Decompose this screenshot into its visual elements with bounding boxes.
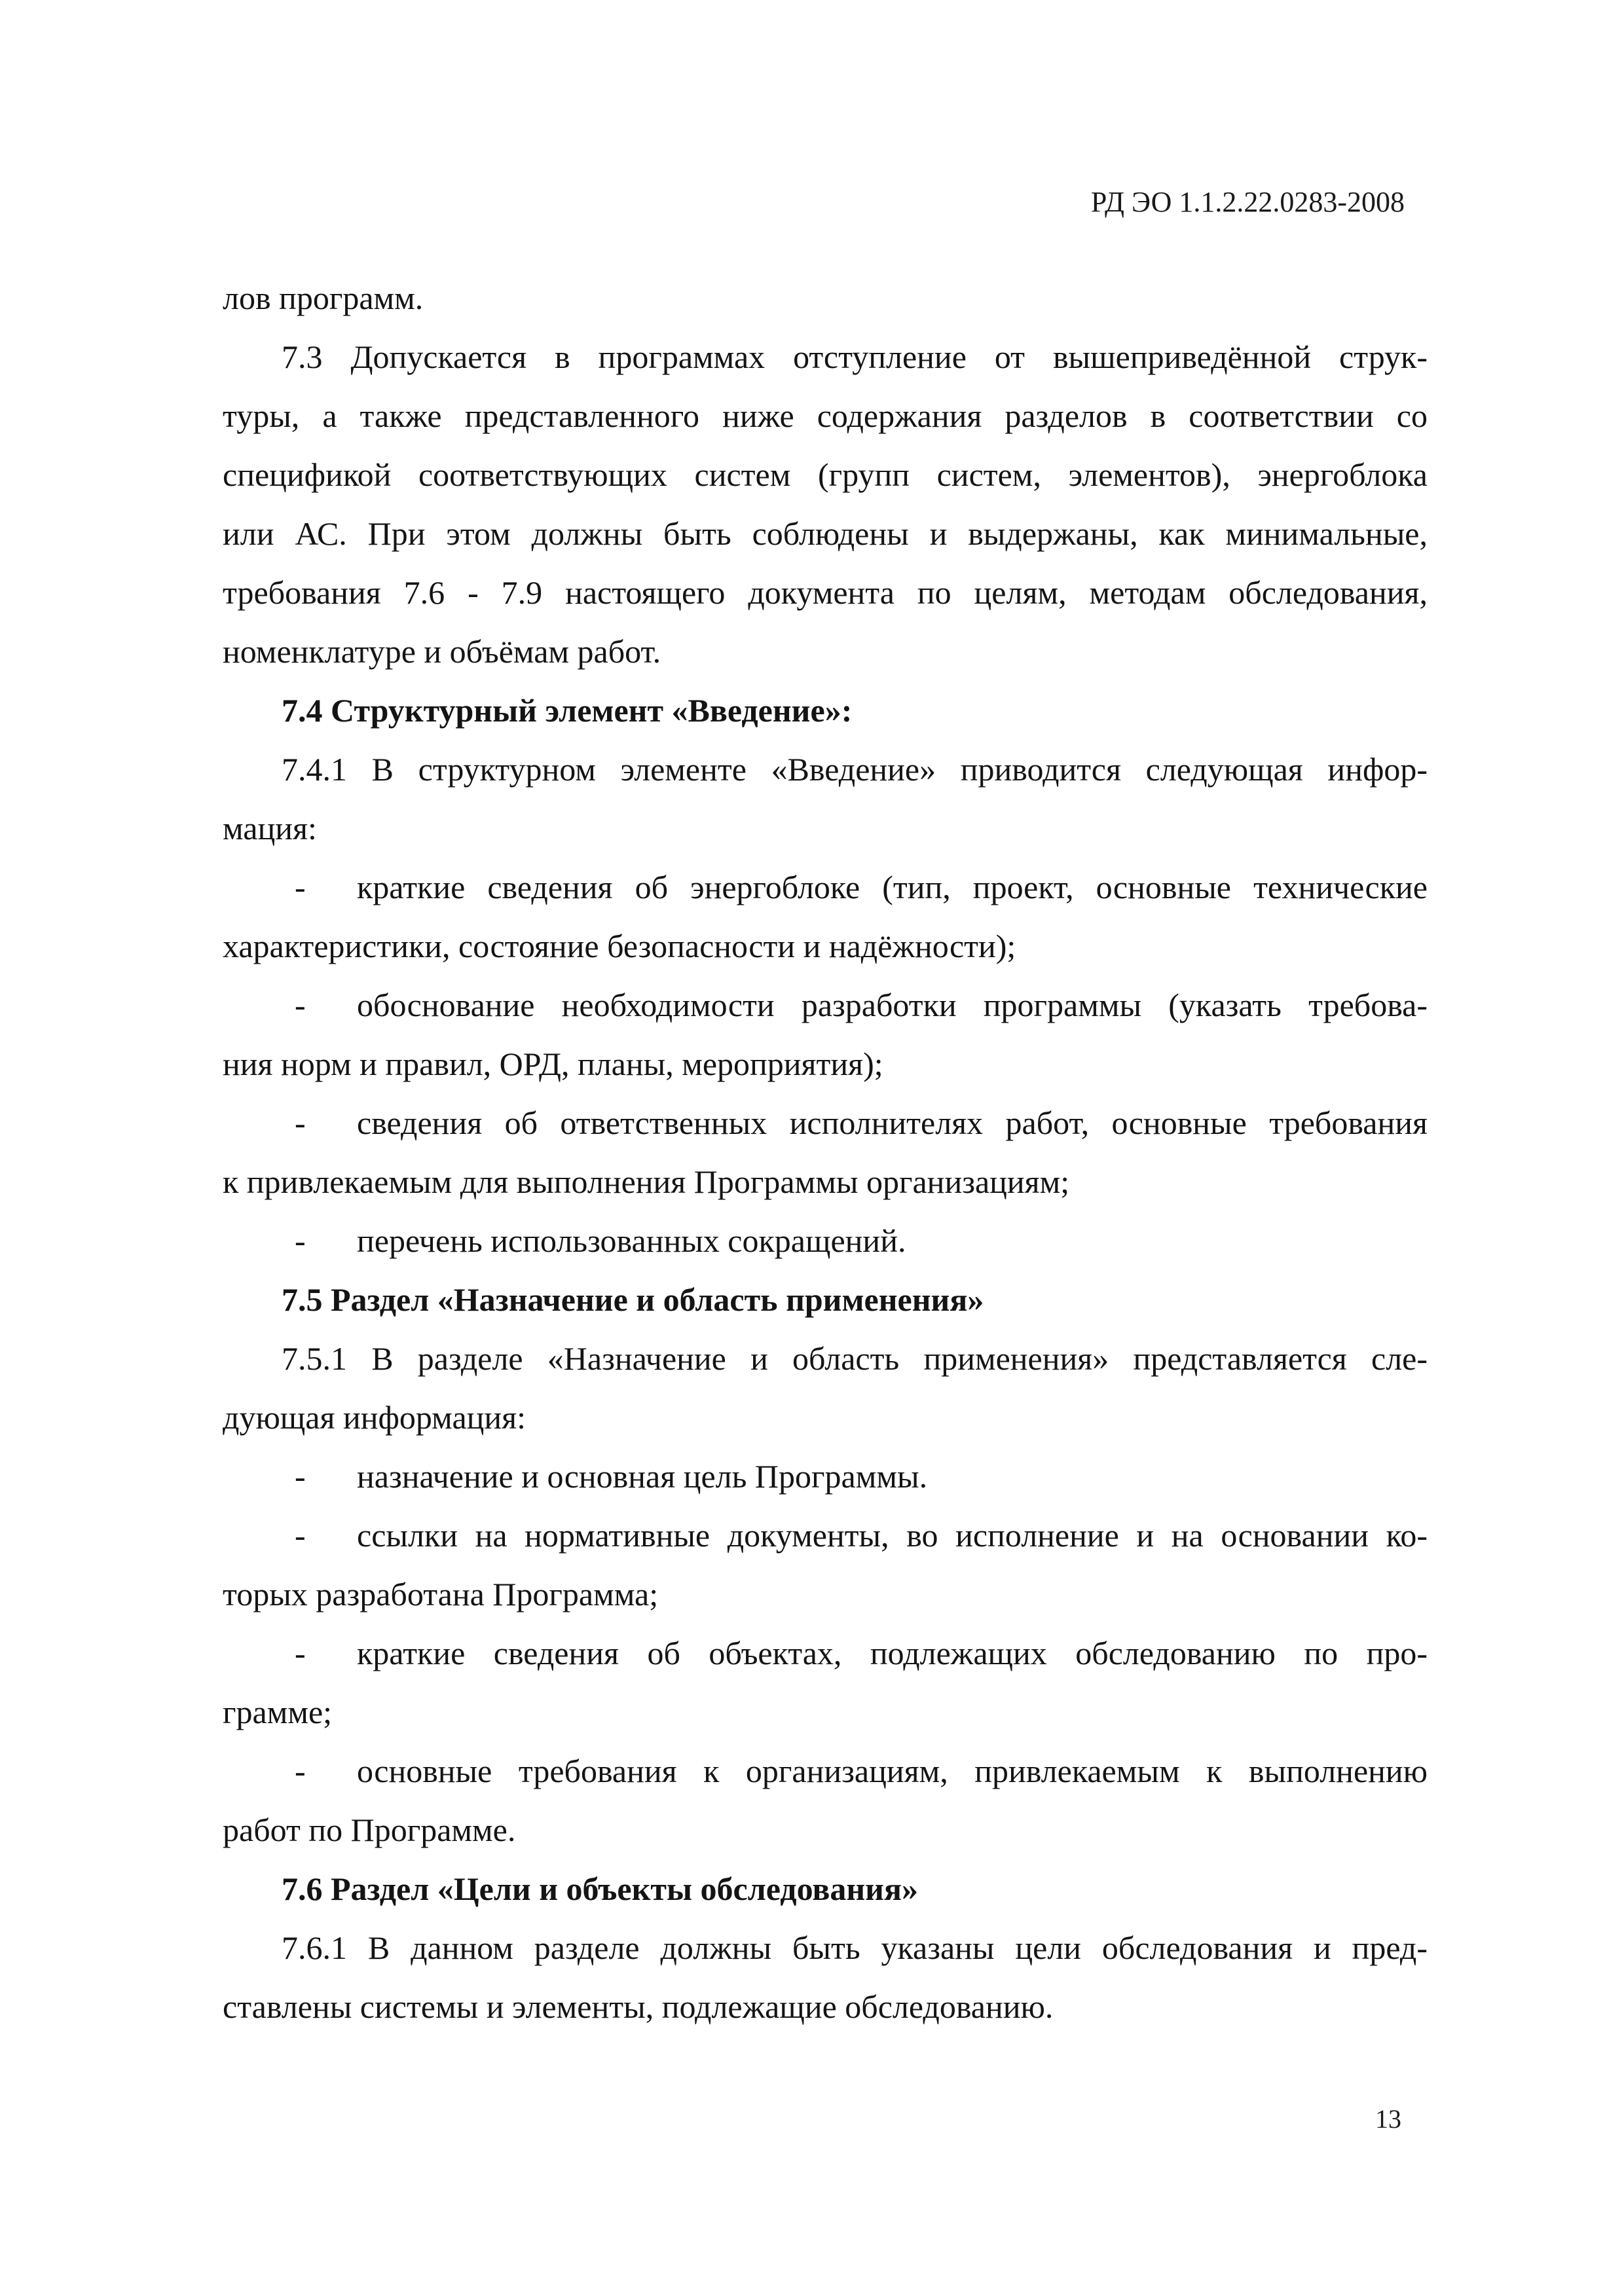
text-line: лов программ. <box>223 280 424 316</box>
list-item: краткие сведения об энергоблоке (тип, проект, основные технические <box>357 869 1428 905</box>
list-bullet: - <box>295 1753 306 1789</box>
list-bullet: - <box>295 1104 306 1141</box>
paragraph-7-6-1: 7.6.1 В данном разделе должны быть указаны цели обследования и пред- <box>282 1929 1428 1966</box>
text-line: к привлекаемым для выполнения Программы организациям; <box>223 1163 1070 1200</box>
text-line: спецификой соответствующих систем (групп систем, элементов), энергоблока <box>223 456 1428 493</box>
list-bullet: - <box>295 869 306 905</box>
list-bullet: - <box>295 1458 306 1495</box>
list-item: краткие сведения об объектах, подлежащих обследованию по про- <box>357 1635 1428 1671</box>
page-number: 13 <box>1375 2104 1401 2134</box>
text-line: торых разработана Программа; <box>223 1576 659 1613</box>
list-item: основные требования к организациям, привлекаемым к выполнению <box>357 1753 1428 1789</box>
text-line: дующая информация: <box>223 1399 526 1436</box>
section-heading-7-5: 7.5 Раздел «Назначение и область применения» <box>282 1281 984 1318</box>
section-heading-7-6: 7.6 Раздел «Цели и объекты обследования» <box>282 1870 919 1907</box>
text-line: работ по Программе. <box>223 1812 516 1848</box>
text-line: или АС. При этом должны быть соблюдены и выдержаны, как минимальные, <box>223 515 1428 552</box>
text-line: туры, а также представленного ниже содержания разделов в соответствии со <box>223 397 1428 434</box>
section-heading-7-4: 7.4 Структурный элемент «Введение»: <box>282 692 853 729</box>
paragraph-7-3: 7.3 Допускается в программах отступление от вышеприведённой струк- <box>282 338 1428 375</box>
list-item: сведения об ответственных исполнителях работ, основные требования <box>357 1104 1428 1141</box>
text-line: ния норм и правил, ОРД, планы, мероприятия); <box>223 1046 883 1082</box>
list-bullet: - <box>295 1222 306 1259</box>
text-line: грамме; <box>223 1694 333 1730</box>
list-item: ссылки на нормативные документы, во исполнение и на основании ко- <box>357 1517 1428 1554</box>
text-line: номенклатуре и объёмам работ. <box>223 633 661 670</box>
document-code-header: РД ЭО 1.1.2.22.0283-2008 <box>1090 186 1405 218</box>
text-line: требования 7.6 - 7.9 настоящего документа по целям, методам обследования, <box>223 574 1428 611</box>
list-bullet: - <box>295 1635 306 1671</box>
paragraph-7-5-1: 7.5.1 В разделе «Назначение и область применения» представляется сле- <box>282 1340 1428 1377</box>
text-line: мация: <box>223 810 317 847</box>
list-bullet: - <box>295 1517 306 1554</box>
text-line: ставлены системы и элементы, подлежащие обследованию. <box>223 1988 1054 2025</box>
text-line: характеристики, состояние безопасности и надёжности); <box>223 928 1016 964</box>
list-item: назначение и основная цель Программы. <box>357 1458 928 1495</box>
paragraph-7-4-1: 7.4.1 В структурном элементе «Введение» приводится следующая инфор- <box>282 751 1428 788</box>
list-item: обоснование необходимости разработки программы (указать требова- <box>357 987 1428 1023</box>
list-bullet: - <box>295 987 306 1023</box>
list-item: перечень использованных сокращений. <box>357 1222 906 1259</box>
